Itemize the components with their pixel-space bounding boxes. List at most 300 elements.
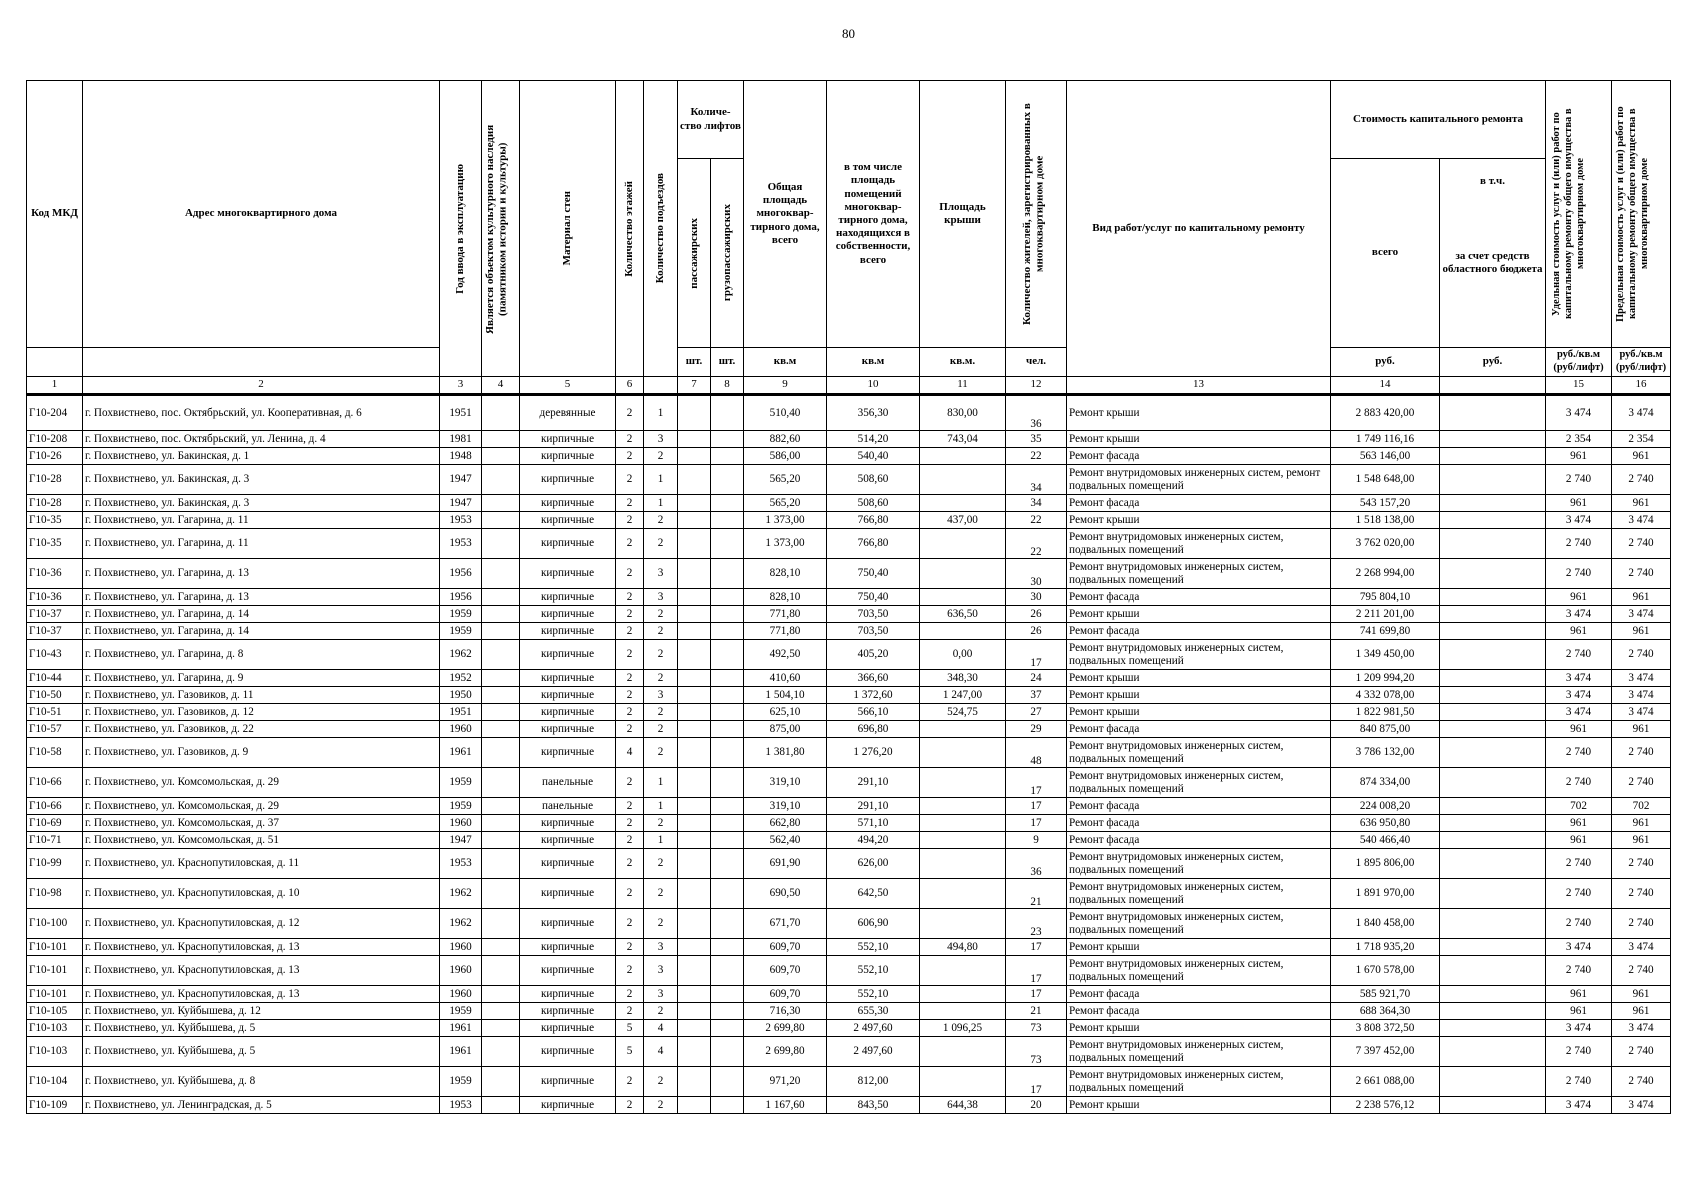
cell-owned-area: 766,80 xyxy=(827,512,920,529)
cell-unit-cost: 2 740 xyxy=(1546,559,1612,589)
column-number: 10 xyxy=(827,377,920,395)
column-number: 1 xyxy=(27,377,83,395)
cell-unit-cost: 961 xyxy=(1546,495,1612,512)
cell-lifts-passenger xyxy=(678,687,711,704)
cell-residents: 34 xyxy=(1006,495,1067,512)
table-row xyxy=(27,589,1671,606)
cell-entrances: 2 xyxy=(644,606,678,623)
cell-lifts-passenger xyxy=(678,704,711,721)
cell-lifts-passenger xyxy=(678,815,711,832)
cell-heritage xyxy=(482,589,520,606)
cell-max-cost: 961 xyxy=(1612,986,1671,1003)
cell-total-area: 609,70 xyxy=(744,939,827,956)
cell-unit-cost: 3 474 xyxy=(1546,1097,1612,1114)
cell-owned-area: 626,00 xyxy=(827,849,920,879)
cell-residents: 48 xyxy=(1006,738,1067,768)
cell-max-cost: 961 xyxy=(1612,448,1671,465)
cell-entrances: 3 xyxy=(644,939,678,956)
cell-floors: 2 xyxy=(616,909,644,939)
cell-heritage xyxy=(482,395,520,431)
cell-max-cost: 2 740 xyxy=(1612,465,1671,495)
header-floors: Количество этажей xyxy=(616,81,644,377)
cell-lifts-cargo xyxy=(711,986,744,1003)
cell-code: Г10-101 xyxy=(27,939,83,956)
cell-cost-total: 2 268 994,00 xyxy=(1331,559,1440,589)
cell-cost-total: 1 822 981,50 xyxy=(1331,704,1440,721)
cell-entrances: 2 xyxy=(644,623,678,640)
cell-entrances: 4 xyxy=(644,1020,678,1037)
cell-unit-cost: 3 474 xyxy=(1546,1020,1612,1037)
cell-floors: 2 xyxy=(616,559,644,589)
cell-max-cost: 3 474 xyxy=(1612,704,1671,721)
cell-cost-total: 1 749 116,16 xyxy=(1331,431,1440,448)
cell-heritage xyxy=(482,832,520,849)
cell-max-cost: 3 474 xyxy=(1612,670,1671,687)
cell-cost-regional xyxy=(1440,1067,1546,1097)
cell-work: Ремонт внутридомовых инженерных систем, подвальных помещений xyxy=(1067,768,1331,798)
cell-lifts-passenger xyxy=(678,1003,711,1020)
cell-code: Г10-105 xyxy=(27,1003,83,1020)
cell-entrances: 3 xyxy=(644,559,678,589)
cell-total-area: 690,50 xyxy=(744,879,827,909)
cell-total-area: 609,70 xyxy=(744,986,827,1003)
cell-cost-regional xyxy=(1440,431,1546,448)
cell-lifts-cargo xyxy=(711,687,744,704)
cell-floors: 2 xyxy=(616,495,644,512)
cell-code: Г10-51 xyxy=(27,704,83,721)
cell-max-cost: 2 740 xyxy=(1612,640,1671,670)
cell-unit-cost: 3 474 xyxy=(1546,704,1612,721)
cell-lifts-passenger xyxy=(678,1037,711,1067)
cell-cost-regional xyxy=(1440,798,1546,815)
cell-lifts-passenger xyxy=(678,832,711,849)
table-row xyxy=(27,670,1671,687)
cell-cost-regional xyxy=(1440,768,1546,798)
cell-material: кирпичные xyxy=(520,1003,616,1020)
cell-cost-regional xyxy=(1440,606,1546,623)
cell-cost-total: 741 699,80 xyxy=(1331,623,1440,640)
cell-residents: 36 xyxy=(1006,395,1067,431)
cell-floors: 2 xyxy=(616,431,644,448)
cell-roof-area xyxy=(920,495,1006,512)
cell-owned-area: 696,80 xyxy=(827,721,920,738)
cell-code: Г10-204 xyxy=(27,395,83,431)
cell-floors: 2 xyxy=(616,815,644,832)
cell-floors: 2 xyxy=(616,512,644,529)
cell-owned-area: 655,30 xyxy=(827,1003,920,1020)
cell-entrances: 2 xyxy=(644,721,678,738)
cell-owned-area: 642,50 xyxy=(827,879,920,909)
cell-cost-total: 1 718 935,20 xyxy=(1331,939,1440,956)
cell-total-area: 875,00 xyxy=(744,721,827,738)
unit-total-area: кв.м xyxy=(744,348,827,377)
header-year: Год ввода в эксплуатацию xyxy=(440,81,482,377)
cell-material: кирпичные xyxy=(520,815,616,832)
cell-lifts-cargo xyxy=(711,640,744,670)
cell-owned-area: 766,80 xyxy=(827,529,920,559)
cell-lifts-passenger xyxy=(678,909,711,939)
cell-lifts-cargo xyxy=(711,495,744,512)
cell-work: Ремонт крыши xyxy=(1067,1097,1331,1114)
cell-address: г. Похвистнево, ул. Комсомольская, д. 37 xyxy=(83,815,440,832)
header-heritage: Является объектом культурного наследия (памятником истории и культуры) xyxy=(482,81,520,377)
cell-lifts-cargo xyxy=(711,1003,744,1020)
cell-material: кирпичные xyxy=(520,640,616,670)
cell-year: 1953 xyxy=(440,1097,482,1114)
cell-residents: 73 xyxy=(1006,1037,1067,1067)
cell-residents: 35 xyxy=(1006,431,1067,448)
cell-year: 1961 xyxy=(440,1020,482,1037)
cell-work: Ремонт фасада xyxy=(1067,589,1331,606)
cell-material: кирпичные xyxy=(520,1067,616,1097)
cell-address: г. Похвистнево, ул. Гагарина, д. 11 xyxy=(83,512,440,529)
cell-roof-area xyxy=(920,589,1006,606)
cell-roof-area xyxy=(920,986,1006,1003)
cell-unit-cost: 2 740 xyxy=(1546,640,1612,670)
cell-roof-area xyxy=(920,448,1006,465)
cell-year: 1962 xyxy=(440,640,482,670)
cell-lifts-cargo xyxy=(711,512,744,529)
cell-entrances: 2 xyxy=(644,704,678,721)
cell-lifts-cargo xyxy=(711,738,744,768)
cell-code: Г10-37 xyxy=(27,606,83,623)
cell-lifts-passenger xyxy=(678,395,711,431)
cell-address: г. Похвистнево, ул. Комсомольская, д. 29 xyxy=(83,768,440,798)
cell-total-area: 609,70 xyxy=(744,956,827,986)
cell-address: г. Похвистнево, ул. Газовиков, д. 11 xyxy=(83,687,440,704)
cell-code: Г10-208 xyxy=(27,431,83,448)
cell-material: кирпичные xyxy=(520,721,616,738)
cell-entrances: 3 xyxy=(644,431,678,448)
cell-max-cost: 961 xyxy=(1612,623,1671,640)
cell-residents: 29 xyxy=(1006,721,1067,738)
cell-max-cost: 2 740 xyxy=(1612,559,1671,589)
cell-address: г. Похвистнево, ул. Гагарина, д. 14 xyxy=(83,623,440,640)
cell-roof-area xyxy=(920,1003,1006,1020)
cell-unit-cost: 3 474 xyxy=(1546,395,1612,431)
table-row xyxy=(27,640,1671,670)
cell-code: Г10-100 xyxy=(27,909,83,939)
header-unit-cost: Удельная стоимость услуг и (или) работ по капитальному ремонту общего имущества в многоквартирном доме xyxy=(1546,81,1612,348)
cell-max-cost: 702 xyxy=(1612,798,1671,815)
cell-residents: 17 xyxy=(1006,640,1067,670)
cell-floors: 2 xyxy=(616,670,644,687)
cell-material: кирпичные xyxy=(520,879,616,909)
cell-entrances: 2 xyxy=(644,1067,678,1097)
cell-year: 1956 xyxy=(440,559,482,589)
cell-lifts-passenger xyxy=(678,606,711,623)
cell-code: Г10-35 xyxy=(27,529,83,559)
cell-entrances: 2 xyxy=(644,1003,678,1020)
cell-address: г. Похвистнево, ул. Бакинская, д. 3 xyxy=(83,495,440,512)
cell-cost-total: 7 397 452,00 xyxy=(1331,1037,1440,1067)
cell-max-cost: 961 xyxy=(1612,721,1671,738)
cell-cost-regional xyxy=(1440,909,1546,939)
cell-lifts-cargo xyxy=(711,849,744,879)
column-number: 9 xyxy=(744,377,827,395)
cell-entrances: 2 xyxy=(644,909,678,939)
cell-year: 1960 xyxy=(440,939,482,956)
cell-cost-regional xyxy=(1440,448,1546,465)
cell-address: г. Похвистнево, ул. Гагарина, д. 9 xyxy=(83,670,440,687)
cell-lifts-passenger xyxy=(678,768,711,798)
table-row xyxy=(27,1097,1671,1114)
cell-code: Г10-104 xyxy=(27,1067,83,1097)
cell-max-cost: 2 740 xyxy=(1612,768,1671,798)
cell-address: г. Похвистнево, ул. Гагарина, д. 11 xyxy=(83,529,440,559)
cell-owned-area: 812,00 xyxy=(827,1067,920,1097)
header-code: Код МКД xyxy=(27,81,83,348)
cell-work: Ремонт внутридомовых инженерных систем, подвальных помещений xyxy=(1067,738,1331,768)
cell-owned-area: 1 372,60 xyxy=(827,687,920,704)
cell-address: г. Похвистнево, ул. Гагарина, д. 8 xyxy=(83,640,440,670)
cell-owned-area: 2 497,60 xyxy=(827,1020,920,1037)
cell-total-area: 691,90 xyxy=(744,849,827,879)
cell-residents: 73 xyxy=(1006,1020,1067,1037)
cell-floors: 2 xyxy=(616,704,644,721)
cell-lifts-cargo xyxy=(711,1067,744,1097)
cell-roof-area xyxy=(920,465,1006,495)
cell-address: г. Похвистнево, ул. Бакинская, д. 1 xyxy=(83,448,440,465)
cell-entrances: 2 xyxy=(644,640,678,670)
cell-roof-area xyxy=(920,721,1006,738)
cell-heritage xyxy=(482,849,520,879)
cell-work: Ремонт крыши xyxy=(1067,1020,1331,1037)
header-cost: Стоимость капитального ремонта xyxy=(1331,81,1546,159)
header-owned-area: в том числе площадь помещений многоквар- тирного дома, находящихся в собственности, всего xyxy=(827,81,920,348)
cell-floors: 2 xyxy=(616,589,644,606)
cell-cost-regional xyxy=(1440,879,1546,909)
cell-floors: 2 xyxy=(616,465,644,495)
unit-owned-area: кв.м xyxy=(827,348,920,377)
cell-floors: 2 xyxy=(616,623,644,640)
cell-address: г. Похвистнево, ул. Краснопутиловская, д. 11 xyxy=(83,849,440,879)
cell-roof-area xyxy=(920,623,1006,640)
cell-max-cost: 2 740 xyxy=(1612,956,1671,986)
cell-material: кирпичные xyxy=(520,909,616,939)
cell-work: Ремонт крыши xyxy=(1067,704,1331,721)
cell-residents: 9 xyxy=(1006,832,1067,849)
cell-lifts-passenger xyxy=(678,798,711,815)
cell-roof-area: 830,00 xyxy=(920,395,1006,431)
cell-code: Г10-66 xyxy=(27,768,83,798)
table-row xyxy=(27,1020,1671,1037)
cell-unit-cost: 961 xyxy=(1546,589,1612,606)
cell-total-area: 1 373,00 xyxy=(744,529,827,559)
cell-address: г. Похвистнево, пос. Октябрьский, ул. Кооперативная, д. 6 xyxy=(83,395,440,431)
table-row xyxy=(27,529,1671,559)
cell-floors: 2 xyxy=(616,1097,644,1114)
cell-address: г. Похвистнево, ул. Комсомольская, д. 51 xyxy=(83,832,440,849)
cell-material: кирпичные xyxy=(520,832,616,849)
cell-work: Ремонт внутридомовых инженерных систем, подвальных помещений xyxy=(1067,909,1331,939)
cell-address: г. Похвистнево, ул. Куйбышева, д. 5 xyxy=(83,1037,440,1067)
cell-unit-cost: 961 xyxy=(1546,448,1612,465)
cell-total-area: 1 167,60 xyxy=(744,1097,827,1114)
cell-lifts-passenger xyxy=(678,721,711,738)
cell-cost-regional xyxy=(1440,1003,1546,1020)
cell-residents: 30 xyxy=(1006,559,1067,589)
cell-entrances: 2 xyxy=(644,815,678,832)
cell-roof-area: 636,50 xyxy=(920,606,1006,623)
cell-address: г. Похвистнево, ул. Гагарина, д. 13 xyxy=(83,589,440,606)
cell-total-area: 828,10 xyxy=(744,589,827,606)
cell-year: 1960 xyxy=(440,721,482,738)
header-material: Материал стен xyxy=(520,81,616,377)
cell-owned-area: 356,30 xyxy=(827,395,920,431)
cell-cost-total: 4 332 078,00 xyxy=(1331,687,1440,704)
cell-work: Ремонт фасада xyxy=(1067,623,1331,640)
cell-year: 1960 xyxy=(440,815,482,832)
cell-cost-total: 224 008,20 xyxy=(1331,798,1440,815)
cell-code: Г10-69 xyxy=(27,815,83,832)
cell-address: г. Похвистнево, ул. Краснопутиловская, д. 13 xyxy=(83,956,440,986)
cell-code: Г10-101 xyxy=(27,956,83,986)
cell-residents: 17 xyxy=(1006,956,1067,986)
cell-cost-regional xyxy=(1440,512,1546,529)
column-number: 15 xyxy=(1546,377,1612,395)
cell-material: кирпичные xyxy=(520,849,616,879)
cell-total-area: 716,30 xyxy=(744,1003,827,1020)
cell-floors: 2 xyxy=(616,939,644,956)
cell-entrances: 2 xyxy=(644,738,678,768)
cell-year: 1951 xyxy=(440,395,482,431)
cell-cost-total: 688 364,30 xyxy=(1331,1003,1440,1020)
cell-heritage xyxy=(482,448,520,465)
cell-cost-regional xyxy=(1440,465,1546,495)
header-lifts-passenger: пассажирских xyxy=(678,159,711,348)
cell-entrances: 1 xyxy=(644,465,678,495)
cell-total-area: 971,20 xyxy=(744,1067,827,1097)
cell-unit-cost: 2 740 xyxy=(1546,1067,1612,1097)
cell-residents: 17 xyxy=(1006,798,1067,815)
cell-entrances: 1 xyxy=(644,395,678,431)
table-row xyxy=(27,849,1671,879)
cell-heritage xyxy=(482,986,520,1003)
cell-residents: 26 xyxy=(1006,623,1067,640)
column-number: 13 xyxy=(1067,377,1331,395)
column-number: 6 xyxy=(616,377,644,395)
cell-residents: 30 xyxy=(1006,589,1067,606)
cell-residents: 17 xyxy=(1006,768,1067,798)
cell-code: Г10-66 xyxy=(27,798,83,815)
cell-floors: 2 xyxy=(616,1003,644,1020)
unit-pcs-2: шт. xyxy=(711,348,744,377)
table-row xyxy=(27,768,1671,798)
cell-cost-total: 1 895 806,00 xyxy=(1331,849,1440,879)
cell-total-area: 625,10 xyxy=(744,704,827,721)
cell-lifts-passenger xyxy=(678,939,711,956)
cell-floors: 4 xyxy=(616,738,644,768)
cell-owned-area: 540,40 xyxy=(827,448,920,465)
cell-material: кирпичные xyxy=(520,670,616,687)
cell-material: кирпичные xyxy=(520,495,616,512)
cell-roof-area: 743,04 xyxy=(920,431,1006,448)
cell-cost-total: 1 518 138,00 xyxy=(1331,512,1440,529)
cell-roof-area xyxy=(920,832,1006,849)
cell-year: 1950 xyxy=(440,687,482,704)
cell-total-area: 586,00 xyxy=(744,448,827,465)
cell-work: Ремонт внутридомовых инженерных систем, подвальных помещений xyxy=(1067,640,1331,670)
cell-address: г. Похвистнево, ул. Ленинградская, д. 5 xyxy=(83,1097,440,1114)
cell-entrances: 1 xyxy=(644,768,678,798)
cell-roof-area: 437,00 xyxy=(920,512,1006,529)
cell-max-cost: 961 xyxy=(1612,1003,1671,1020)
cell-unit-cost: 961 xyxy=(1546,721,1612,738)
cell-cost-total: 1 670 578,00 xyxy=(1331,956,1440,986)
header-entrances: Количество подъездов xyxy=(644,81,678,377)
column-number: 2 xyxy=(83,377,440,395)
cell-lifts-passenger xyxy=(678,512,711,529)
cell-heritage xyxy=(482,495,520,512)
cell-cost-total: 540 466,40 xyxy=(1331,832,1440,849)
cell-cost-total: 1 209 994,20 xyxy=(1331,670,1440,687)
cell-entrances: 2 xyxy=(644,849,678,879)
table-row xyxy=(27,431,1671,448)
header-lifts-cargo: грузопассажирских xyxy=(711,159,744,348)
cell-cost-regional xyxy=(1440,721,1546,738)
cell-code: Г10-98 xyxy=(27,879,83,909)
table-row xyxy=(27,1003,1671,1020)
cell-code: Г10-44 xyxy=(27,670,83,687)
cell-address: г. Похвистнево, ул. Краснопутиловская, д. 12 xyxy=(83,909,440,939)
cell-max-cost: 3 474 xyxy=(1612,606,1671,623)
cell-material: кирпичные xyxy=(520,956,616,986)
cell-code: Г10-71 xyxy=(27,832,83,849)
cell-year: 1960 xyxy=(440,986,482,1003)
cell-code: Г10-103 xyxy=(27,1037,83,1067)
cell-lifts-passenger xyxy=(678,879,711,909)
cell-heritage xyxy=(482,529,520,559)
cell-total-area: 565,20 xyxy=(744,495,827,512)
cell-roof-area xyxy=(920,529,1006,559)
cell-residents: 21 xyxy=(1006,879,1067,909)
cell-entrances: 3 xyxy=(644,687,678,704)
header-residents: Количество жителей, зарегистрированных в многоквартирном доме xyxy=(1006,81,1067,348)
cell-lifts-passenger xyxy=(678,1097,711,1114)
cell-material: кирпичные xyxy=(520,606,616,623)
cell-entrances: 2 xyxy=(644,448,678,465)
table-row xyxy=(27,909,1671,939)
cell-code: Г10-35 xyxy=(27,512,83,529)
table-row xyxy=(27,495,1671,512)
header-address: Адрес многоквартирного дома xyxy=(83,81,440,348)
cell-heritage xyxy=(482,559,520,589)
cell-owned-area: 703,50 xyxy=(827,606,920,623)
column-number: 11 xyxy=(920,377,1006,395)
cell-work: Ремонт внутридомовых инженерных систем, подвальных помещений xyxy=(1067,879,1331,909)
cell-total-area: 671,70 xyxy=(744,909,827,939)
table-body xyxy=(27,395,1671,1114)
cell-max-cost: 961 xyxy=(1612,832,1671,849)
cell-entrances: 2 xyxy=(644,670,678,687)
cell-unit-cost: 2 740 xyxy=(1546,879,1612,909)
cell-lifts-passenger xyxy=(678,495,711,512)
cell-cost-total: 2 883 420,00 xyxy=(1331,395,1440,431)
cell-work: Ремонт фасада xyxy=(1067,721,1331,738)
table-row xyxy=(27,986,1671,1003)
table-row xyxy=(27,448,1671,465)
column-number xyxy=(1440,377,1546,395)
cell-owned-area: 750,40 xyxy=(827,559,920,589)
table-row xyxy=(27,395,1671,431)
cell-lifts-cargo xyxy=(711,589,744,606)
cell-owned-area: 291,10 xyxy=(827,768,920,798)
cell-total-area: 562,40 xyxy=(744,832,827,849)
cell-residents: 21 xyxy=(1006,1003,1067,1020)
cell-address: г. Похвистнево, ул. Куйбышева, д. 5 xyxy=(83,1020,440,1037)
cell-total-area: 828,10 xyxy=(744,559,827,589)
